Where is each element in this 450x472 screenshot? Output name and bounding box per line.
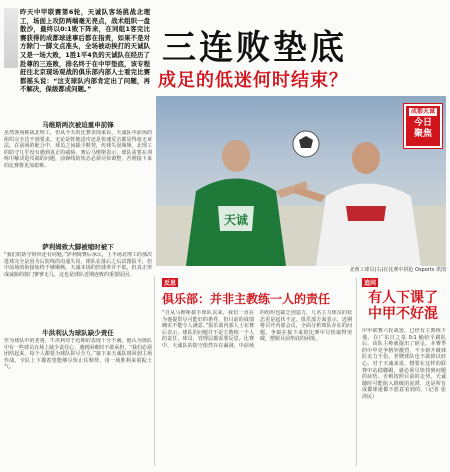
- reporter-photo: [4, 8, 18, 68]
- badge-top: 今日: [413, 118, 432, 128]
- jersey-text: 天诚: [223, 213, 249, 227]
- middle-tag: 反思: [164, 280, 177, 287]
- match-photo: [156, 96, 446, 266]
- column-divider: [154, 276, 155, 466]
- left-section2-title: 萨利姆致大脚被缩时被下: [42, 243, 114, 251]
- today-focus-badge: [404, 104, 442, 148]
- middle-body: “自从马维斯接手球队以来，我们一直在为他提供尽可能好的条件，但目前的成绩确实不能令人满意。”俱乐部内部人士在赛后表示，球队的问题并不是主教练一个人的责任，球员、管理层都需要反思。比赛中，天诚队的防守依然存在漏洞，中前场的组织也缺乏创造力，几名主力球员的状态更是起伏不定。俱乐部方面表示，近期将召开内部会议，全面分析球队存在的问题，争取在接下来的比赛中尽快取得突破，摆脱目前垫底的困境。: [162, 310, 352, 349]
- subheadline: 成足的低迷何时结束？: [158, 70, 348, 91]
- players-heading-illustration: [156, 96, 446, 266]
- column-divider-right: [356, 278, 357, 466]
- right-tag: 追问: [364, 280, 377, 287]
- headline: 三连败垫底: [162, 28, 347, 68]
- right-body: 中甲联赛六轮战罢，已经有主教练下课。在广东日之泉 0:1 输给平路队后，该队主帅就提出了辞呈。本赛季的中甲竞争格外激烈，不少新升级球队实力不俗，老牌球队也不敢掉以轻心。对于天诚来说，想要在这样的联赛中站稳脚跟，就必须尽快找到问题的症结。否则按照目前的走势，天诚随时可能陷入降级的泥潭，这是所有成都球迷都不愿意看到的。（记者 张泽民）: [362, 328, 446, 400]
- left-section1-title: 马维斯两次被迫重申前锋: [42, 121, 114, 129]
- badge-mid: 聚焦: [413, 129, 432, 139]
- middle-title: 俱乐部：并非主教练一人的责任: [162, 292, 331, 306]
- photo-caption: 北理工球员(右)在比赛中拼抢 Osports 供图: [349, 267, 446, 273]
- right-title-line2: 中甲不好混: [368, 306, 438, 322]
- left-section3-title: 牛洪利认为球队缺少责任: [42, 329, 114, 337]
- left-section2-body: “我们的防守组织还有问题。”萨利姆赛后承认，上半场北理工的那次进球完全是因为后防线的沟通失误，球队在落后之后试图扳平，但中前场的衔接始终不够顺畅。天诚本场的控球率并不低，但真正形成威胁的射门寥寥无几，这也是球队近期连败的重要原因。: [4, 252, 152, 278]
- lead-paragraph: 昨天中甲联赛第6轮，天诚队客场挑战北理工，场面上攻防两端毫无亮点，战术组织一盘散沙，最终以0:1败下阵来，在同组1客完比赛获得的成都球迷事后都在指责，如果不是对方除门一脚文点准头，全场被动挨打的天诚队又是一场大败，1胜1平4负的天诚队在经历了赴尊的三连败，排名终于在中甲垫底，该专程赶往北京现场观战的俱乐部内部人士看完比赛都摇头说：“这支球队内部肯定出了问题，再不解决，保级都成问题。”: [20, 8, 150, 94]
- badge-small: 成都天诚: [410, 108, 435, 115]
- right-title-line1: 有人下课了: [368, 290, 438, 306]
- left-section3-body: 作为球队中的老将，牛洪利对于近期的表现十分不满。他认为球队中有一些球员在场上缺少责任心，遇到困难时不敢承担，“我们必须团结起来，每个人都要为球队拼尽全力。”接下来天诚队将回到主场作战，全队上下都希望能够尽快止住颓势，用一场胜利来重振士气。: [4, 338, 152, 371]
- left-section1-body: 虽然客场挑战北理工，但从今天的比赛表现来看，天诚队中前场的组织完全达不到要求，无论是阵地进攻还是快速反击都显得毫无章法。在前场的配合中，球员之间缺少默契，传球失误频频，北理工的防守几乎没有遇到真正的威胁。赛后马维斯表示，球队需要在训练中解决进攻端的问题，前锋线的状态必须尽快调整，否则接下来的比赛将更加艰难。: [4, 130, 152, 169]
